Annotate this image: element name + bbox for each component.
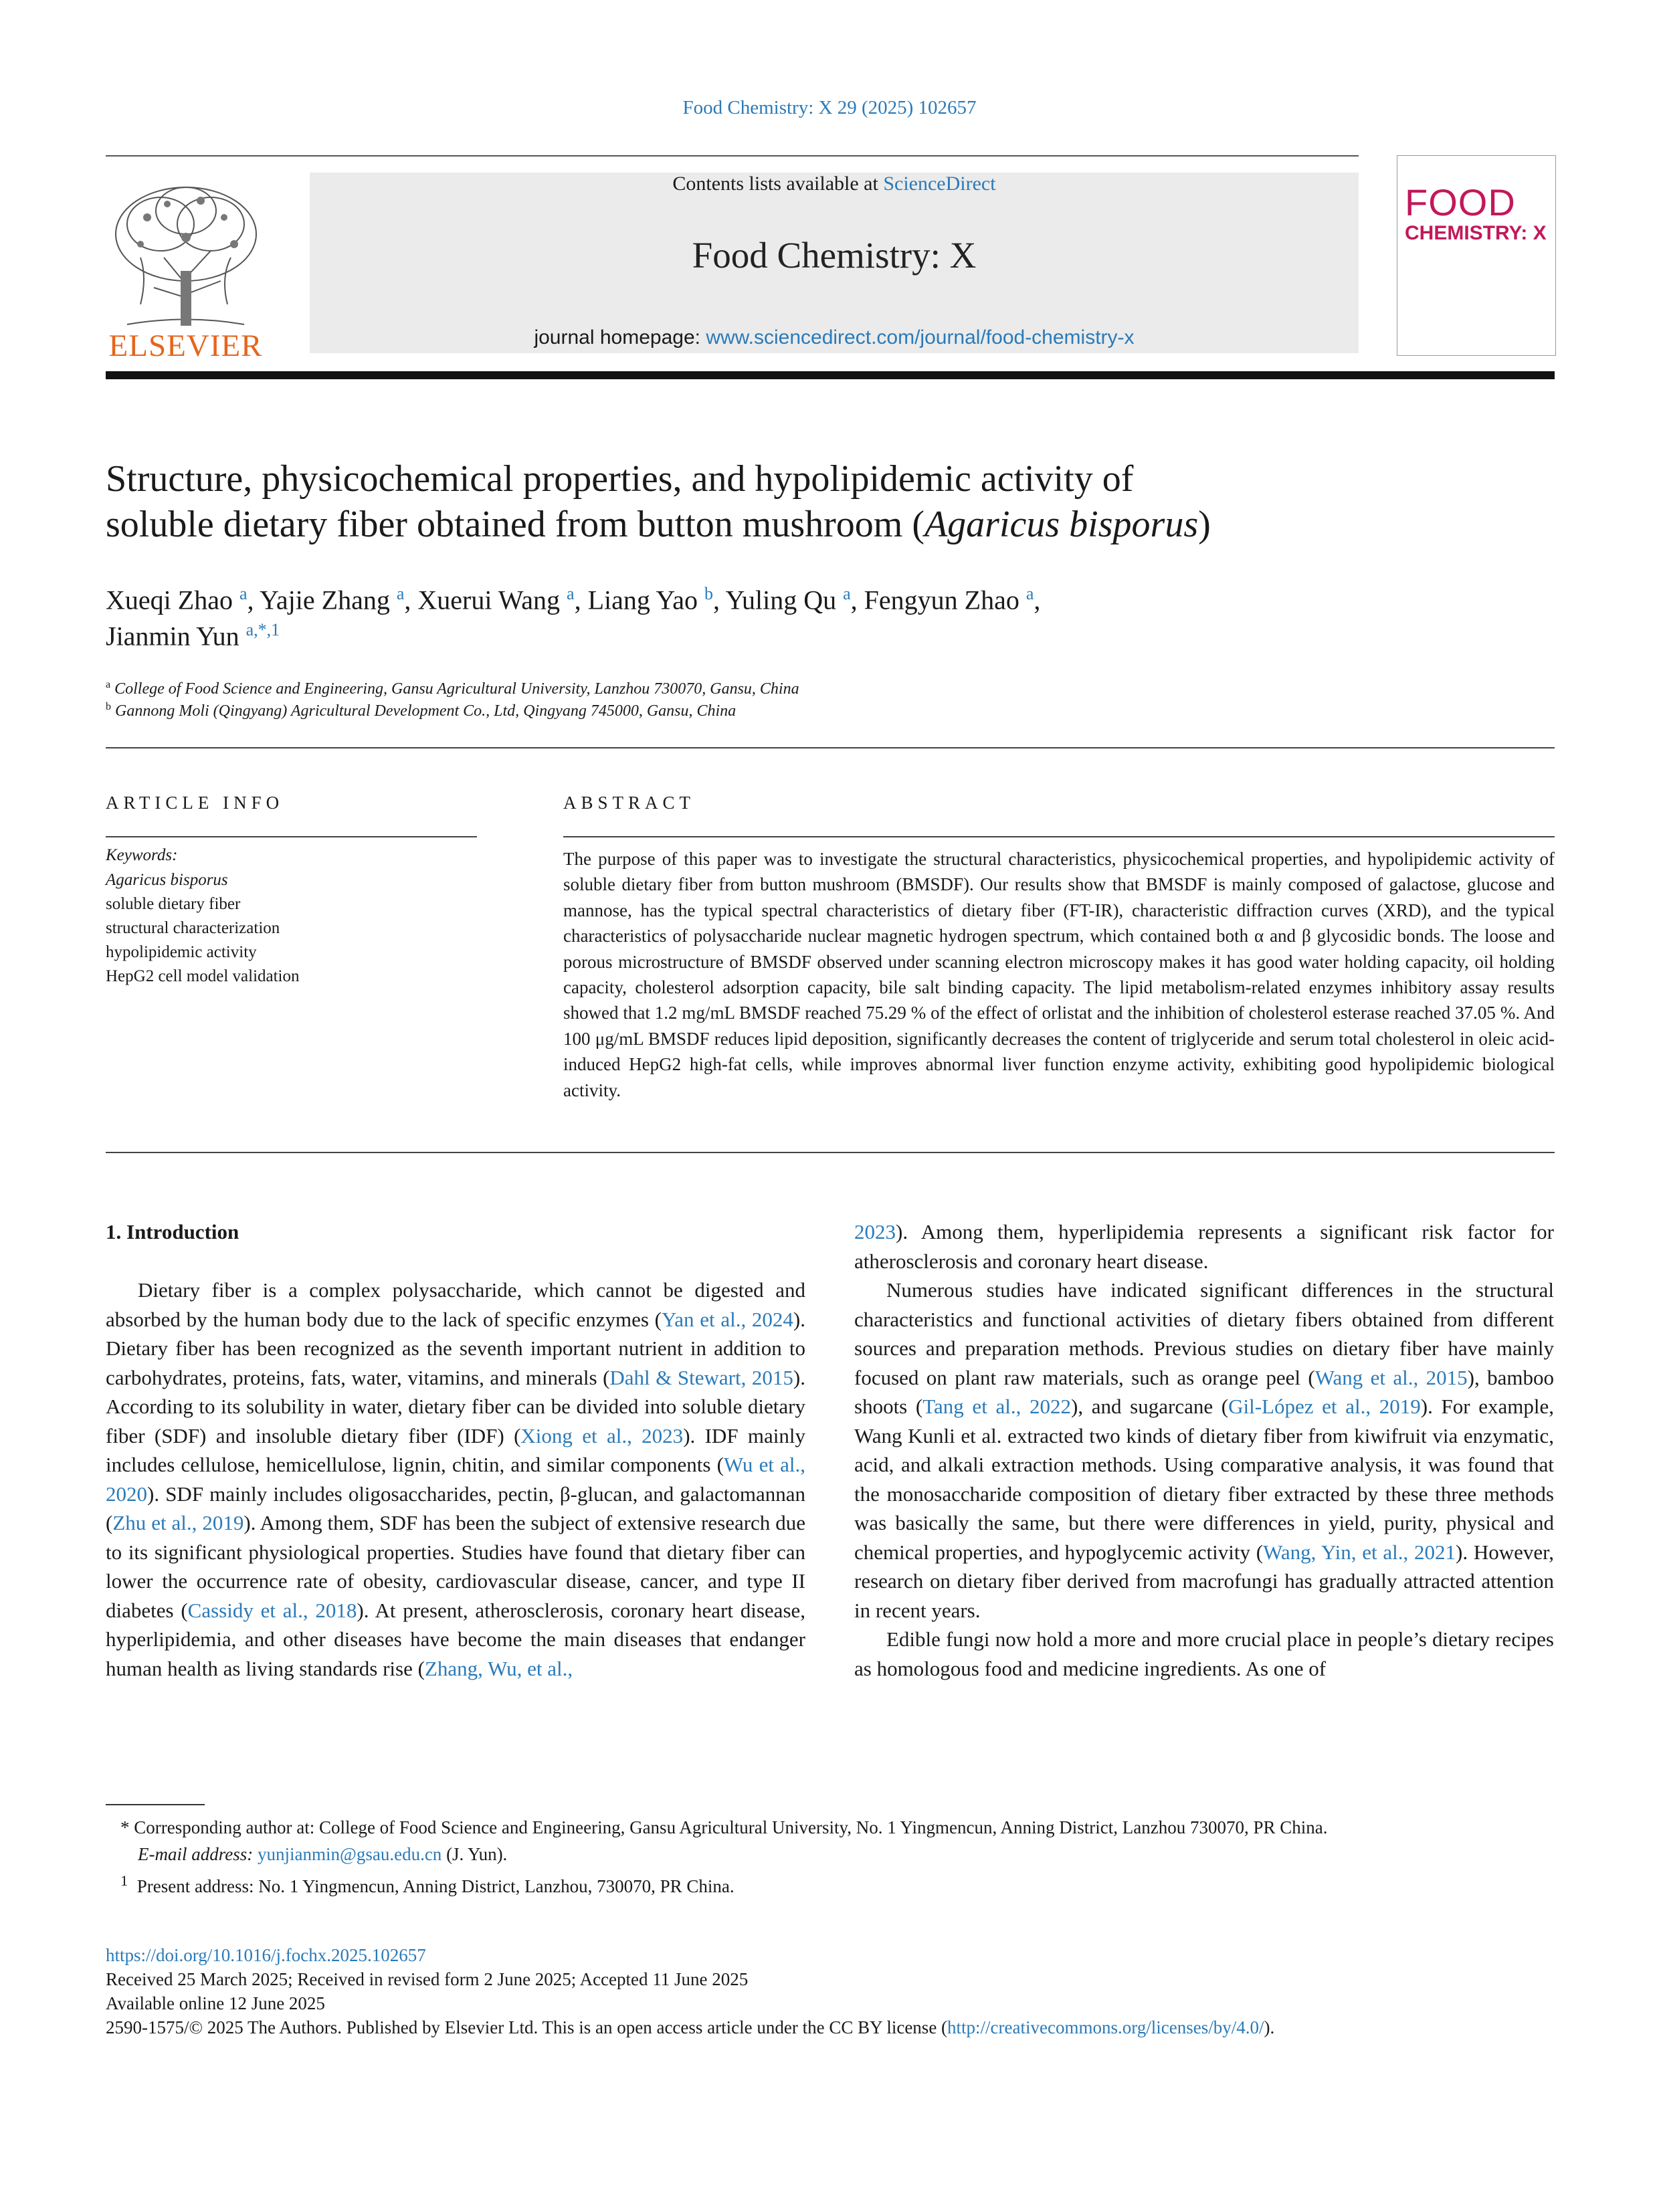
doi-link[interactable]: https://doi.org/10.1016/j.fochx.2025.102657 [106,1945,426,1965]
corresponding-author-note: * Corresponding author at: College of Food Science and Engineering, Gansu Agricultural University, No. 1 Yingmencun, Anning District, Lanzhou 730070, PR China. [120,1817,1328,1837]
license-line [106,2015,1555,2039]
body-column-right [854,1217,1554,1683]
author-affiliation-mark[interactable]: b [704,584,714,603]
abstract-rule [563,836,1555,837]
paragraph-text: ), and sugarcane ( [1071,1395,1229,1418]
keyword: structural characterization [106,919,280,937]
contents-prefix: Contents lists available at [672,173,884,195]
paragraph-text: ). IDF mainly includes cellulose, hemicellulose, lignin, chitin, and similar components ( [106,1423,806,1476]
affiliation-text: Gannong Moli (Qingyang) Agricultural Development Co., Ltd, Qingyang 745000, Gansu, China [115,702,737,720]
author-name[interactable]: Liang Yao [587,585,705,615]
journal-homepage-link[interactable]: www.sciencedirect.com/journal/food-chemistry-x [706,326,1135,348]
paragraph-text: ). According to its solubility in water, dietary fiber can be divided into soluble dietary fiber (SDF) and insoluble dietary fiber (IDF) ( [106,1365,805,1447]
citation-link[interactable]: Xiong et al., 2023 [520,1423,684,1447]
keywords-label: Keywords: [106,846,178,864]
header-thick-rule [106,371,1555,379]
affiliation-mark: b [106,701,111,712]
section-divider [106,747,1555,748]
homepage-line [310,326,1359,349]
title-line-2 [106,502,1555,547]
license-suffix: ). [1264,2017,1275,2037]
paragraph-text: ), bamboo shoots ( [854,1365,1555,1418]
author-affiliation-mark[interactable]: a [396,584,405,603]
author-separator: , [850,585,864,615]
abstract-text: The purpose of this paper was to investigate the structural characteristics, physicochemical properties, and hypolipidemic activity of soluble dietary fiber from button mushroom (BMSDF). Our results show that BMSDF is mainly composed of galactose, glucose and mannose, has the typical spectral characteristics of dietary fiber (FT-IR), characteristic diffraction curves (XRD), and the typical characteristics of polysaccharide nuclear magnetic hydrogen spectrum, which contained both α and β glycosidic bonds. The loose and porous microstructure of BMSDF observed under scanning electron microscopy makes it has good water holding capacity, oil holding capacity, cholesterol adsorption capacity, bile salt binding capacity. The lipid metabolism-related enzymes inhibitory assay results showed that 1.2 mg/mL BMSDF reached 75.29 % of the effect of orlistat and the inhibition of cholesterol esterase reached 37.05 %. And 100 μg/mL BMSDF reduces lipid deposition, significantly decreases the content of triglyceride and serum total cholesterol in oleic acid-induced HepG2 high-fat cells, while improves abnormal liver function enzyme activity, exhibiting good hypolipidemic biological activity. [563,849,1555,1100]
citation-link[interactable]: Dahl & Stewart, 2015 [609,1365,793,1389]
paragraph [854,1625,1554,1683]
paragraph-text: Dietary fiber is a complex polysaccharide, which cannot be digested and absorbed by the human body due to the lack of specific enzymes ( [106,1278,805,1331]
paragraph-text: ). Among them, SDF has been the subject of extensive research due to its significant physiological properties. Studies have found that dietary fiber can lower the occurrence rate of obesity, cardiovascular disease, cancer, and type II diabetes ( [106,1511,806,1622]
author-name[interactable]: Xueqi Zhao [106,585,239,615]
abstract-heading: ABSTRACT [563,793,696,813]
affiliation-b [106,701,736,720]
affiliation-a [106,679,799,698]
header-rule [106,155,1359,157]
article-info-rule [106,836,477,837]
citation-link[interactable]: 2023 [854,1220,896,1243]
license-link[interactable]: http://creativecommons.org/licenses/by/4.0/ [947,2017,1264,2037]
affiliation-text: College of Food Science and Engineering, Gansu Agricultural University, Lanzhou 730070, Gansu, China [114,680,799,698]
citation-link[interactable]: Zhang, Wu, et al., [424,1656,573,1680]
elsevier-wordmark[interactable]: ELSEVIER [108,328,263,363]
body-column-left [106,1276,805,1683]
publication-info [106,1943,1555,2039]
footnote-rule [106,1804,205,1805]
article-info-heading: ARTICLE INFO [106,793,284,813]
present-address-text: Present address: No. 1 Yingmencun, Anning District, Lanzhou, 730070, PR China. [136,1876,735,1896]
author-name[interactable]: Jianmin Yun [106,621,246,651]
title-species-name: Agaricus bisporus [924,504,1199,546]
present-address-note [106,1868,1555,1900]
author-affiliation-mark[interactable]: a [1026,584,1034,603]
author-separator: , [247,585,260,615]
author-affiliation-mark[interactable]: a [843,584,851,603]
cover-title-food: FOOD [1405,181,1516,223]
paragraph [854,1217,1554,1276]
footnotes [106,1814,1555,1900]
keyword: hypolipidemic activity [106,943,257,961]
section-divider [106,1152,1555,1153]
keyword: Agaricus bisporus [106,871,228,889]
article-title [106,456,1555,548]
email-label: E-mail address: [138,1844,258,1864]
citation-link[interactable]: Wang et al., 2015 [1314,1365,1468,1389]
email-note [106,1841,1555,1868]
journal-citation[interactable]: Food Chemistry: X 29 (2025) 102657 [682,97,977,118]
citation-link[interactable]: Yan et al., 2024 [662,1307,793,1331]
homepage-prefix: journal homepage: [534,326,706,348]
affiliation-mark: a [106,679,111,690]
keywords-list [106,868,300,989]
paragraph [854,1276,1554,1625]
author-name[interactable]: Fengyun Zhao [864,585,1026,615]
author-separator: , [404,585,418,615]
paragraph [106,1276,805,1683]
paragraph-text: ). SDF mainly includes oligosaccharides, pectin, β-glucan, and galactomannan ( [106,1482,805,1534]
introduction-heading: 1. Introduction [106,1220,239,1243]
citation-link[interactable]: Gil-López et al., 2019 [1228,1395,1421,1418]
paragraph-text: ). At present, atherosclerosis, coronary heart disease, hyperlipidemia, and other diseases have become the main diseases that endanger human health as living standards rise ( [106,1598,806,1680]
available-online: Available online 12 June 2025 [106,1993,325,2013]
author-separator: , [713,585,726,615]
cover-title-chemistry: CHEMISTRY: X [1405,222,1547,244]
author-list [106,582,1555,655]
paragraph-text: Edible fungi now hold a more and more crucial place in people’s dietary recipes as homologous food and medicine ingredients. As one of [854,1627,1554,1680]
paragraph-text: ). However, research on dietary fiber derived from macrofungi has gradually attracted attention in recent years. [854,1540,1555,1622]
citation-link[interactable]: Tang et al., 2022 [922,1395,1072,1418]
license-text: 2590-1575/© 2025 The Authors. Published by Elsevier Ltd. This is an open access article under the CC BY license ( [106,2017,948,2037]
title-line-2-end: ) [1198,504,1211,546]
author-name[interactable]: Yajie Zhang [260,585,397,615]
contents-line [310,173,1359,195]
author-separator: , [574,585,588,615]
title-line-1: Structure, physicochemical properties, and hypolipidemic activity of [106,458,1134,500]
paragraph-text: ). Among them, hyperlipidemia represents a significant risk factor for atherosclerosis and coronary heart disease. [854,1220,1554,1273]
author-separator: , [1034,585,1041,615]
footnote-mark: 1 [120,1872,128,1889]
citation-link[interactable]: Cassidy et al., 2018 [187,1598,357,1622]
paragraph-text: ). For example, Wang Kunli et al. extracted two kinds of dietary fiber from kiwifruit via enzymatic, acid, and alkali extraction methods. Using comparative analysis, it was found that the monosaccharide composition of dietary fiber extracted by these three methods was basically the same, but there were differences in yield, purity, physical and chemical properties, and hypoglycemic activity ( [854,1395,1554,1564]
author-affiliation-mark[interactable]: a,*,1 [246,620,280,640]
author-name[interactable]: Xuerui Wang [417,585,567,615]
journal-name: Food Chemistry: X [692,235,977,276]
citation-link[interactable]: Wu et al., 2020 [106,1453,805,1506]
citation-link[interactable]: Zhu et al., 2019 [112,1511,244,1534]
keyword: HepG2 cell model validation [106,967,300,985]
email-suffix: (J. Yun). [442,1844,508,1864]
author-name[interactable]: Yuling Qu [725,585,844,615]
keyword: soluble dietary fiber [106,895,241,913]
citation-link[interactable]: Wang, Yin, et al., 2021 [1263,1540,1456,1564]
email-link[interactable]: yunjianmin@gsau.edu.cn [257,1844,442,1864]
author-affiliation-mark[interactable]: a [567,584,575,603]
received-dates: Received 25 March 2025; Received in revised form 2 June 2025; Accepted 11 June 2025 [106,1969,749,1989]
author-affiliation-mark[interactable]: a [239,584,248,603]
paragraph-text: Numerous studies have indicated significant differences in the structural characteristics and functional activities of dietary fibers obtained from different sources and preparation methods. Previous studies on dietary fiber have mainly focused on plant raw materials, such as orange peel ( [854,1278,1554,1389]
title-line-2-text: soluble dietary fiber obtained from button mushroom ( [106,504,924,546]
sciencedirect-link[interactable]: ScienceDirect [883,173,996,195]
paragraph-text: ). Dietary fiber has been recognized as the seventh important nutrient in addition to carbohydrates, proteins, fats, water, vitamins, and minerals ( [106,1307,805,1389]
